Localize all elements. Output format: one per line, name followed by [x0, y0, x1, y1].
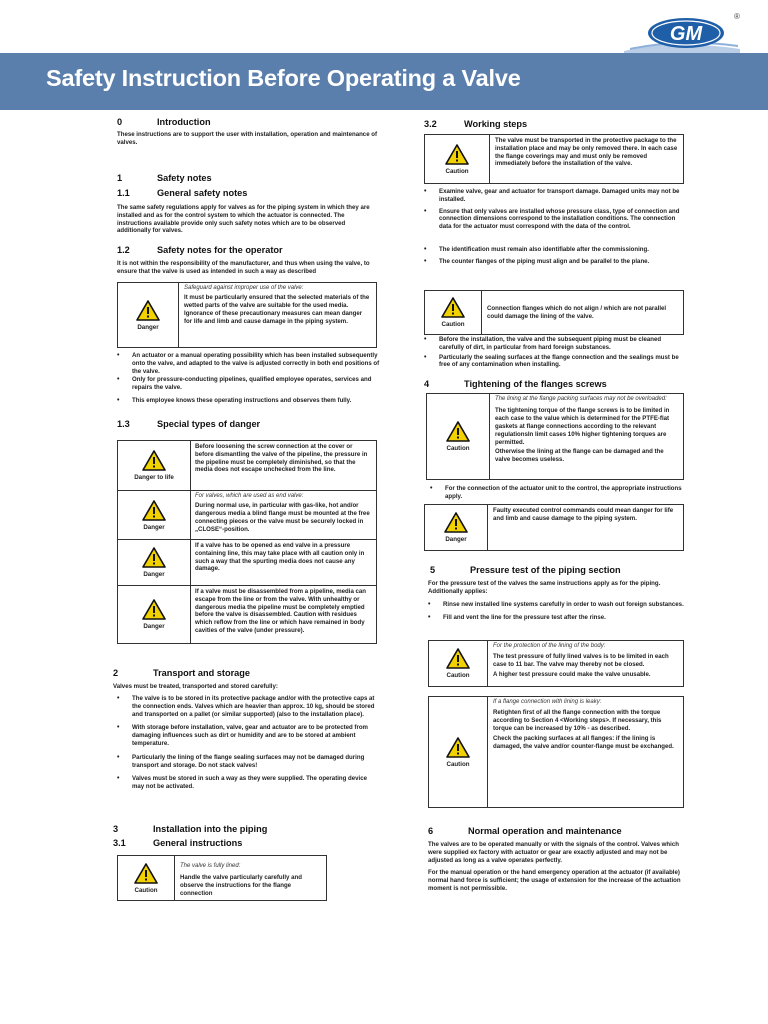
danger-box-improper-use	[117, 282, 377, 348]
warning-body: Retighten first of all the flange connection with the torque according to Section 4 <Working steps>. If necessary, this torque can be increased by 10% - as described.	[493, 709, 662, 732]
warning-body: Before loosening the screw connection at the cover or before dismantling the valve of the pipeline, the pressure in the pipeline must be completely diminished, so that the media does not escape unchecked from the line.	[195, 443, 368, 474]
warning-body-2: A higher test pressure could make the valve unusable.	[493, 671, 651, 678]
warning-text-cell	[191, 540, 376, 585]
warning-text-cell	[488, 697, 683, 807]
list-item: • Examine valve, gear and actuator for transport damage. Damaged units may not be installed.	[424, 188, 687, 204]
general-safety-text: The same safety regulations apply for valves as for the piping system in which they are installed and as for the control system to which the actuator is connected. The instructions available provide only such safety notes which are to be observed additionally for valves.	[117, 204, 370, 235]
warning-italic: The lining at the flange packing surfaces may not be overloaded:	[495, 396, 667, 402]
list-item: • The counter flanges of the piping must align and be parallel to the plane.	[424, 258, 687, 266]
warning-text-cell	[175, 856, 326, 900]
danger-row	[118, 490, 376, 539]
heading-text: Safety notes	[157, 173, 212, 183]
gm-logo	[622, 11, 742, 55]
warning-triangle-icon	[142, 500, 166, 521]
heading-text: Transport and storage	[153, 668, 250, 678]
transport-bullet-list	[117, 695, 378, 791]
pressure-test-intro: For the pressure test of the valves the same instructions apply as for the piping. Additionally applies:	[428, 580, 661, 595]
warning-label: Danger	[143, 523, 165, 531]
heading-text: Special types of danger	[157, 419, 261, 429]
list-item: • Fill and vent the line for the pressure test after the rinse.	[428, 614, 688, 622]
list-item: • Particularly the sealing surfaces at the flange connection and the sealings must be free of any contamination when installing.	[424, 354, 687, 370]
warning-triangle-icon	[142, 547, 166, 568]
warning-triangle-icon	[142, 450, 166, 471]
warning-body-2: Check the packing surfaces at all flanges: if the lining is damaged, the valve and/or counter-flange must be exchanged.	[493, 734, 674, 750]
warning-symbol-cell	[118, 540, 191, 585]
heading-1-1	[117, 188, 247, 198]
heading-1-2	[117, 245, 283, 255]
heading-number: 1.3	[117, 419, 130, 429]
warning-text-cell	[191, 586, 376, 643]
logo-text: GM	[669, 23, 703, 45]
warning-symbol-cell	[118, 283, 179, 347]
special-dangers-table	[117, 440, 377, 644]
heading-0	[117, 117, 211, 127]
list-item: • Valves must be stored in such a way as they were supplied. The operating device may not be activated.	[117, 775, 378, 791]
danger-row	[118, 441, 376, 490]
warning-label: Danger	[143, 571, 165, 578]
warning-body: It must be particularly ensured that the selected materials of the wetted parts of the valve are suitable for the used media. Ignorance of these precautionary measures can mean danger for life and limb and cause damage in the piping system.	[184, 294, 370, 325]
working-steps-list	[424, 188, 687, 266]
heading-4	[424, 379, 607, 389]
heading-number: 5	[430, 565, 436, 575]
heading-1	[117, 173, 212, 183]
list-item: • An actuator or a manual operating possibility which has been installed subsequently onto the valve, and adapted to the valve is adjusted correctly in both end positions of the valve.	[117, 352, 380, 375]
list-item: • Ensure that only valves are installed whose pressure class, type of connection and connection dimensions correspond to the installation conditions. The connection data for the actuator must correspond with the data of the control.	[424, 208, 687, 231]
warning-body: The tightening torque of the flange screws is to be limited in each case to the value which is determined for the PTFE-flat gaskets at flange connections according to the relevant regulationsIn limit cases 10% higher tightening torques are permitted.	[495, 407, 670, 446]
warning-body: If a valve must be disassembled from a pipeline, media can escape from the line or from the valve. With unhealthy or dangerous media the pipeline must be completely emptied before the valve is disassembled. Caution with residues which reflow from the line or which have remained in body cavities of the valve (under pressure).	[195, 588, 367, 634]
warning-italic: For the protection of the lining of the body:	[493, 643, 606, 649]
list-item: • Rinse new installed line systems carefully in order to wash out foreign substances.	[428, 601, 688, 609]
warning-triangle-icon	[445, 144, 469, 165]
warning-symbol-cell	[425, 135, 490, 183]
warning-body-2: Otherwise the lining at the flange can be damaged and the valve becomes useless.	[495, 448, 664, 464]
warning-symbol-cell	[425, 291, 482, 334]
operator-text: It is not within the responsibility of the manufacturer, and thus when using the valve, to ensure that the valve is used as intended in such a way as described	[117, 260, 370, 275]
warning-label: Caution	[134, 886, 158, 894]
warning-text-cell	[191, 441, 376, 490]
warning-triangle-icon	[446, 737, 470, 758]
caution-box-flange-align	[424, 290, 684, 335]
heading-text: Introduction	[157, 117, 211, 127]
normal-operation-text: The valves are to be operated manually or with the signals of the control. Valves which were supplied ex factory with actuator or gear are exactly adjusted and may not be adjusted as long as a valve operates perfectly.	[428, 841, 679, 864]
warning-label: Danger	[445, 536, 467, 543]
warning-symbol-cell	[118, 856, 175, 900]
warning-label: Caution	[446, 760, 470, 768]
warning-triangle-icon	[136, 300, 160, 321]
warning-symbol-cell	[118, 441, 191, 490]
heading-number: 1.2	[117, 245, 130, 255]
manual-operation-text: For the manual operation or the hand emergency operation at the actuator (if available) normal hand force is sufficient; the usage of extension for the increase of the actuation moment is not permissible.	[428, 869, 681, 892]
heading-number: 4	[424, 379, 430, 389]
list-item: • Only for pressure-conducting pipelines, qualified employee operates, services and repairs the valve.	[117, 376, 380, 392]
warning-symbol-cell	[425, 505, 488, 550]
warning-text-cell	[490, 135, 683, 183]
heading-number: 3.2	[424, 119, 437, 129]
transport-intro: Valves must be treated, transported and stored carefully:	[113, 683, 278, 690]
warning-text-cell	[482, 291, 683, 334]
caution-box-lined-valve	[117, 855, 327, 901]
page-title: Safety Instruction Before Operating a Valve	[46, 65, 521, 91]
warning-text-cell	[490, 394, 683, 479]
warning-body: The valve must be transported in the protective package to the installation place and may be only removed there. In each case the flange coverings may and must only be removed immediately before the installation of the valve.	[495, 137, 678, 168]
warning-label: Danger to life	[134, 474, 174, 481]
warning-triangle-icon	[142, 599, 166, 620]
pressure-test-list	[428, 601, 688, 622]
warning-body: During normal use, in particular with gas-like, hot and/or dangerous media a blind flange must be mounted at the free connecting pieces or the valve must be securely locked in „CLOSE“-position.	[195, 502, 370, 533]
caution-box-test-pressure	[428, 640, 684, 687]
heading-number: 2	[113, 668, 119, 678]
warning-italic: If a flange connection with lining is leaky:	[493, 699, 602, 705]
list-item: • The identification must remain also identifiable after the commissioning.	[424, 246, 687, 254]
heading-text: Working steps	[464, 119, 528, 129]
list-item: • Before the installation, the valve and the subsequent piping must be cleaned carefully of dirt, in particular from hard foreign substances.	[424, 336, 687, 352]
warning-symbol-cell	[429, 641, 488, 686]
warning-triangle-icon	[446, 421, 470, 442]
actuator-list	[430, 485, 687, 501]
gm-logo-graphic	[622, 11, 742, 55]
warning-body: Handle the valve particularly carefully and observe the instructions for the flange connection	[180, 874, 302, 897]
danger-row	[118, 539, 376, 585]
warning-triangle-icon	[441, 297, 465, 318]
warning-body: If a valve has to be opened as end valve in a pressure containing line, this may take place with all caution only in such a way that the spurting media does not cause any damage.	[195, 542, 365, 573]
warning-label: Caution	[446, 672, 470, 679]
warning-label: Caution	[446, 445, 470, 452]
heading-text: General instructions	[153, 838, 243, 848]
warning-triangle-icon	[446, 648, 470, 669]
operator-bullet-list	[117, 352, 380, 405]
list-item: • Particularly the lining of the flange sealing surfaces may not be damaged during transport and storage. Do not stack valves!	[117, 754, 378, 770]
danger-box-control	[424, 504, 684, 551]
warning-triangle-icon	[444, 512, 468, 533]
caution-box-transport	[424, 134, 684, 184]
list-item: • This employee knows these operating instructions and observes them fully.	[117, 397, 380, 405]
cleaning-list	[424, 336, 687, 369]
warning-symbol-cell	[118, 491, 191, 539]
warning-text-cell	[191, 491, 376, 539]
warning-label: Danger	[137, 323, 159, 331]
warning-italic: The valve is fully lined:	[180, 863, 241, 869]
heading-number: 1	[117, 173, 123, 183]
heading-1-3	[117, 419, 260, 429]
heading-text: General safety notes	[157, 188, 248, 198]
heading-text: Installation into the piping	[153, 824, 268, 834]
heading-number: 1.1	[117, 188, 130, 198]
caution-box-torque	[426, 393, 684, 480]
heading-number: 6	[428, 826, 434, 836]
warning-text-cell	[488, 641, 683, 686]
warning-body: The test pressure of fully lined valves is to be limited in each case to 11 bar. The valve may thereby not be closed.	[493, 653, 669, 669]
warning-text-cell	[179, 283, 376, 347]
heading-3	[113, 824, 267, 834]
warning-italic: For valves, which are used as end valve:	[195, 493, 304, 499]
list-item: • With storage before installation, valve, gear and actuator are to be protected from damaging influences such as dirt or humidity and are to be stored at ambient temperature.	[117, 724, 378, 747]
heading-3-2	[424, 119, 527, 129]
heading-text: Pressure test of the piping section	[470, 565, 621, 575]
warning-label: Danger	[143, 623, 165, 630]
logo-registered: ®	[734, 12, 740, 21]
heading-number: 3.1	[113, 838, 126, 848]
warning-triangle-icon	[134, 863, 158, 884]
heading-2	[113, 668, 250, 678]
warning-text-cell	[488, 505, 683, 550]
heading-text: Tightening of the flanges screws	[464, 379, 607, 389]
warning-symbol-cell	[429, 697, 488, 807]
warning-symbol-cell	[118, 586, 191, 643]
warning-label: Caution	[445, 167, 469, 175]
heading-number: 0	[117, 117, 123, 127]
heading-number: 3	[113, 824, 119, 834]
heading-text: Safety notes for the operator	[157, 245, 283, 255]
danger-row	[118, 585, 376, 643]
warning-italic: Safeguard against improper use of the valve:	[184, 285, 304, 291]
heading-3-1	[113, 838, 242, 848]
warning-symbol-cell	[427, 394, 490, 479]
heading-6	[428, 826, 622, 836]
intro-text: These instructions are to support the user with installation, operation and maintenance of valves.	[117, 131, 378, 146]
heading-text: Normal operation and maintenance	[468, 826, 622, 836]
list-item: • The valve is to be stored in its protective package and/or with the protective caps at the connection ends. Valves which are heavier than approx. 10 kg, should be stored and transported on a pallet (or similar supported) (also to the installation place).	[117, 695, 378, 718]
warning-body: Connection flanges which do not align / which are not parallel could damage the lining of the valve.	[487, 304, 667, 320]
title-banner	[0, 53, 768, 110]
warning-label: Caution	[441, 321, 465, 328]
caution-box-leaky-flange	[428, 696, 684, 808]
heading-5	[430, 565, 621, 575]
warning-body: Faulty executed control commands could mean danger for life and limb and cause damage to the piping system.	[493, 507, 674, 522]
list-item: • For the connection of the actuator unit to the control, the appropriate instructions apply.	[430, 485, 687, 501]
